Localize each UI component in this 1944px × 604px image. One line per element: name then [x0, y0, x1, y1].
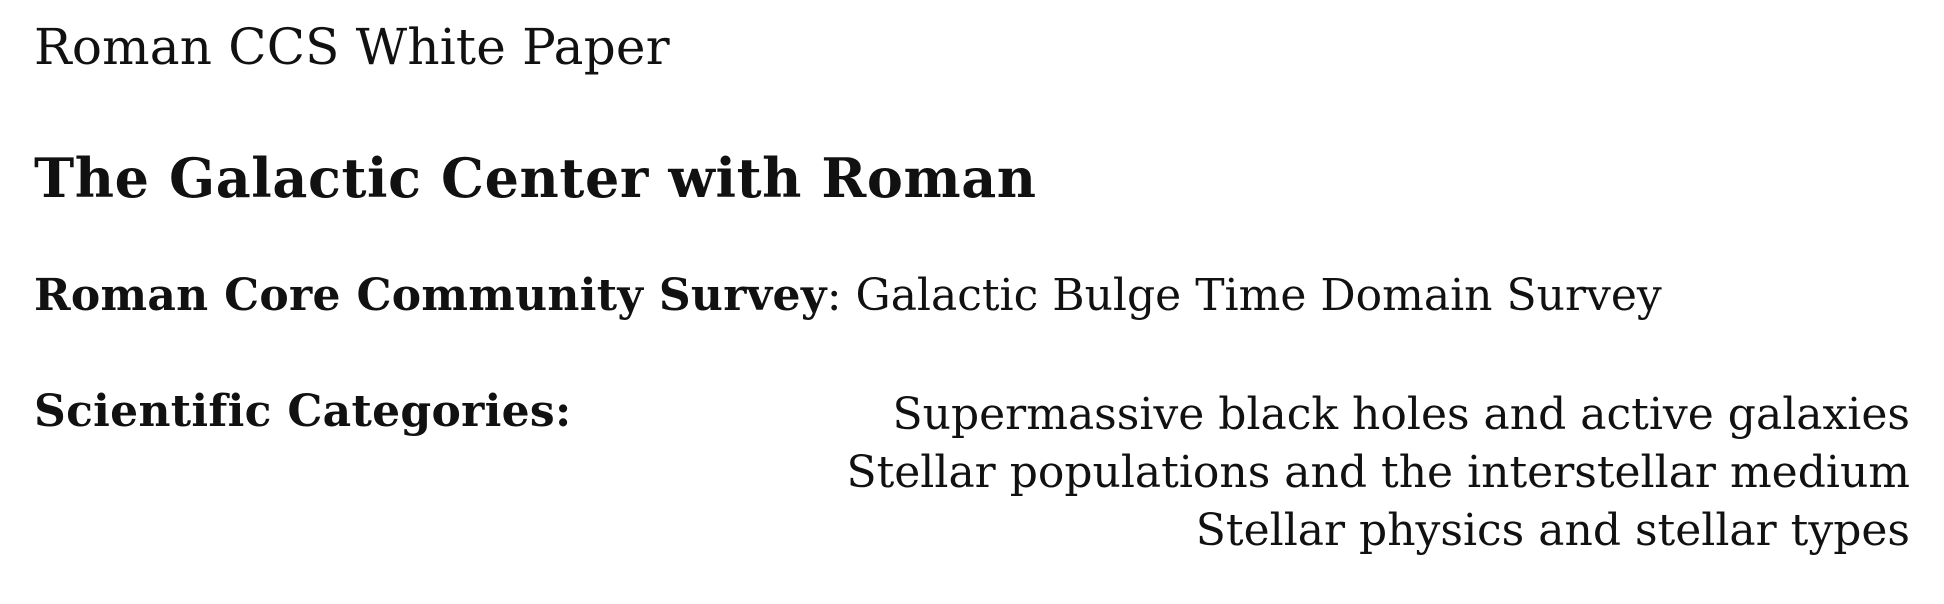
survey-separator: :: [826, 270, 842, 321]
survey-value: Galactic Bulge Time Domain Survey: [855, 270, 1662, 321]
document-header: Roman CCS White Paper: [34, 18, 670, 76]
category-item: Stellar populations and the interstellar medium: [846, 447, 1910, 498]
survey-line: [34, 270, 1662, 321]
document-title: The Galactic Center with Roman: [34, 146, 1037, 210]
categories-label: Scientific Categories:: [34, 386, 572, 437]
category-item: Supermassive black holes and active galaxies: [892, 389, 1910, 440]
category-item: Stellar physics and stellar types: [1195, 505, 1910, 556]
categories-list: [846, 386, 1910, 560]
survey-label: Roman Core Community Survey: [34, 270, 827, 321]
